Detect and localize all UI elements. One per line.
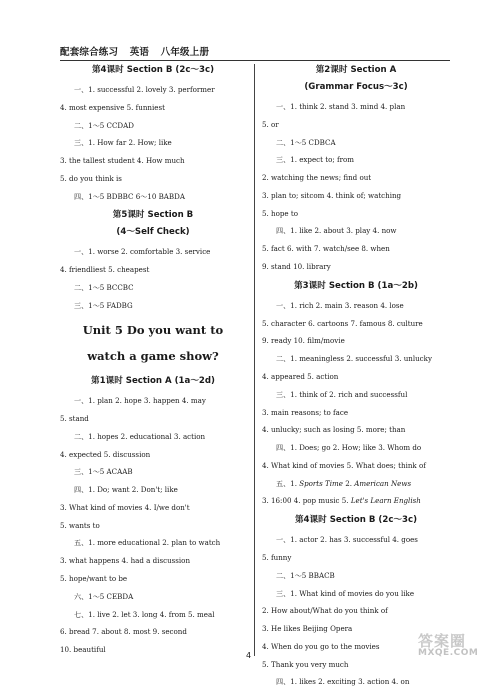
answer-line: 5. stand [60,413,89,423]
answer-line: 二、1～5 CDBCA [276,137,336,147]
answer-line: 5. hope to [262,208,298,218]
answer-line: 9. stand 10. library [262,262,331,272]
answer-prefix: 3. 16:00 4. pop music 5. [262,496,351,506]
lesson-heading: 第4课时 Section B (2c～3c) [91,65,215,75]
answer-line: 2. How about/What do you think of [262,606,388,616]
italic-title: Let's Learn English [350,496,421,506]
answer-line: 3. plan to; sitcom 4. think of; watching [262,190,402,200]
answer-line [262,479,450,489]
answer-line: 4. most expensive 5. funniest [60,102,165,112]
lesson-heading: 第5课时 Section B [112,210,194,221]
right-column [262,64,450,695]
answer-line: 5. Thank you very much [262,659,349,669]
answer-line: 四、1. Does; go 2. How; like 3. Whom do [276,443,422,453]
answer-line: 4. friendliest 5. cheapest [60,265,150,275]
lesson-subheading: (4～Self Check) [116,227,190,238]
answer-line: 5. funny [262,552,292,562]
answer-line: 三、1. How far 2. How; like [74,138,172,148]
lesson-heading: 第2课时 Section A [315,65,397,75]
answer-line: 三、1～5 FADBG [74,300,133,310]
lesson-heading: 第1课时 Section A (1a～2d) [91,376,215,387]
answer-line: 七、1. live 2. let 3. long 4. from 5. meal [74,609,215,619]
answer-line: 5. character 6. cartoons 7. famous 8. culture [262,318,423,328]
answer-line: 五、1. more educational 2. plan to watch [74,538,221,548]
answer-line: 三、1. What kind of movies do you like [276,588,415,598]
answer-line: 四、1. like 2. about 3. play 4. now [276,226,397,236]
lesson-heading: 第4课时 Section B (2c～3c) [294,515,418,526]
left-column [60,64,246,663]
grade-label: 八年级上册 [160,47,210,58]
answer-line: 三、1. think of 2. rich and successful [276,389,408,399]
answer-line: 3. He likes Beijing Opera [262,624,353,634]
answer-line: 4. unlucky; such as losing 5. more; than [262,425,406,435]
header-rule [60,60,450,61]
watermark-text-en: MXQE.COM [418,648,479,658]
answer-line: 2. watching the news; find out [262,173,372,183]
answer-line: 3. the tallest student 4. How much [60,156,185,166]
answer-line: 4. expected 5. discussion [60,449,151,459]
italic-title: Sports Time [299,478,343,488]
answer-line: 三、1. expect to; from [276,155,355,165]
answer-line: 二、1～5 CCDAD [74,120,134,130]
answer-line: 六、1～5 CEBDA [74,591,134,601]
answer-line: 6. bread 7. about 8. most 9. second [60,627,187,637]
running-header [60,44,217,58]
answer-prefix: 五、1. [276,478,300,488]
answer-line: 3. what happens 4. had a discussion [60,556,191,566]
answer-line: 4. When do you go to the movies [262,641,380,651]
answer-line: 一、1. successful 2. lovely 3. performer [74,85,215,94]
answer-line: 5. fact 6. with 7. watch/see 8. when [262,244,390,254]
answer-line: 5. wants to [60,520,100,530]
answer-line: 9. ready 10. film/movie [262,336,345,346]
answer-separator: 2. [342,478,355,488]
column-divider [254,64,255,656]
answer-line: 一、1. think 2. stand 3. mind 4. plan [276,102,406,111]
answer-line: 4. What kind of movies 5. What does; think of [262,460,426,470]
lesson-subheading: (Grammar Focus～3c) [304,82,408,92]
book-title: 配套综合练习 [60,47,119,58]
answer-line: 一、1. worse 2. comfortable 3. service [74,247,211,257]
watermark-text-cn: 答案圈 [418,632,467,650]
answer-line: 二、1. meaningless 2. successful 3. unlucky [276,354,432,364]
answer-line: 四、1～5 BDBBC 6～10 BABDA [74,191,185,201]
unit-title-line-2: watch a game show? [87,349,219,364]
answer-line [262,496,450,506]
answer-line: 四、1. likes 2. exciting 3. action 4. on [276,677,410,687]
answer-line: 10. beautiful [60,645,106,655]
answer-line: 一、1. actor 2. has 3. successful 4. goes [276,535,418,545]
lesson-heading: 第3课时 Section B (1a～2b) [294,280,418,291]
answer-line: 四、1. Do; want 2. Don't; like [74,485,178,495]
answer-line: 二、1～5 BCCBC [74,283,134,293]
answer-line: 5. hope/want to be [60,574,128,584]
answer-line: 3. What kind of movies 4. I/we don't [60,502,190,512]
answer-line: 二、1. hopes 2. educational 3. action [74,431,206,441]
italic-title: American News [354,478,412,488]
answer-line: 4. appeared 5. action [262,371,339,381]
answer-line: 二、1～5 BBACB [276,570,335,580]
answer-line: 三、1～5 ACAAB [74,467,133,477]
unit-title: Unit 5 Do you want to [82,323,224,338]
watermark-logo [418,630,494,662]
answer-line: 5. do you think is [60,173,122,183]
answer-line: 一、1. rich 2. main 3. reason 4. lose [276,300,404,310]
page-number: 4 [246,651,252,660]
answer-line: 3. main reasons; to face [262,407,349,417]
answer-line: 5. or [262,119,279,129]
subject-label: 英语 [129,47,150,58]
answer-line: 一、1. plan 2. hope 3. happen 4. may [74,396,206,406]
